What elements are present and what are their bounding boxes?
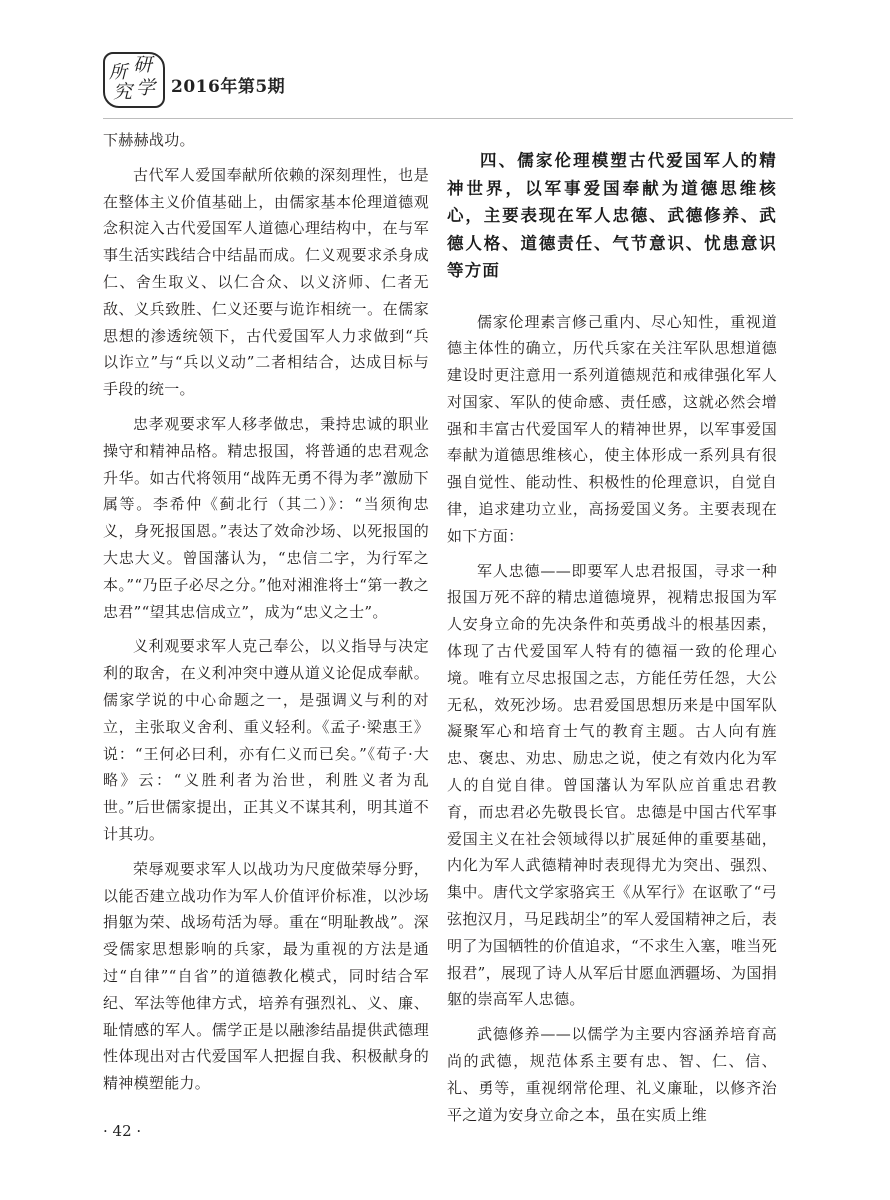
paragraph: 荣辱观要求军人以战功为尺度做荣辱分野，以能否建立战功作为军人价值评价标准，以沙场捐躯为荣、战场苟活为辱。重在“明耻教战”。深受儒家思想影响的兵家，最为重视的方法是通过“自律”“自省”的道德教化模式，同时结合军纪、军法等他律方式，培养有强烈礼、义、廉、耻情感的军人。儒学正是以融渗结晶提供武德理性体现出对古代爱国军人把握自我、积极献身的精神模塑能力。 — [103, 859, 429, 1093]
header-divider — [103, 118, 793, 119]
paragraph: 儒家伦理素言修己重内、尽心知性，重视道德主体性的确立，历代兵家在关注军队思想道德建设时更注意用一系列道德规范和戒律强化军人对国家、军队的使命感、责任感，这就必然会增强和丰富古代爱国军人的精神世界，以军事爱国奉献为道德思维核心，使主体形成一系列具有很强自觉性、能动性、积极性的伦理意识，自觉自律，追求建功立业，高扬爱国义务。主要表现在如下方面： — [447, 312, 777, 545]
journal-logo — [103, 52, 165, 108]
left-column — [103, 127, 429, 1097]
logo-char: 研 — [133, 54, 153, 76]
paragraph: 古代军人爱国奉献所依赖的深刻理性，也是在整体主义价值基础上，由儒家基本伦理道德观念积淀入古代爱国军人道德心理结构中，在与军事生活实践结合中结晶而成。仁义观要求杀身成仁、舍生取义、以仁合众、以义济师、仁者无敌、义兵致胜、仁义还要与诡诈相统一。在儒家思想的渗透统领下，古代爱国军人力求做到“兵以诈立”与“兵以义动”二者相结合，达成目标与手段的统一。 — [103, 165, 429, 399]
paragraph: 军人忠德——即要军人忠君报国，寻求一种报国万死不辞的精忠道德境界，视精忠报国为军人安身立命的先决条件和英勇战斗的根基因素，体现了古代爱国军人特有的德福一致的伦理心境。唯有立尽忠报国之志，方能任劳任怨，大公无私，效死沙场。忠君爱国思想历来是中国军队凝聚军心和培育士气的教育主题。古人向有旌忠、褒忠、劝忠、励忠之说，使之有效内化为军人的自觉自律。曾国藩认为军队应首重忠君教育，而忠君必先敬畏长官。忠德是中国古代军事爱国主义在社会领域得以扩展延伸的重要基础，内化为军人武德精神时表现得尤为突出、强烈、集中。唐代文学家骆宾王《从军行》在讴歌了“弓弦抱汉月，马足践胡尘”的军人爱国精神之后，表明了为国牺牲的价值追求，“不求生入塞，唯当死报君”，展现了诗人从军后甘愿血洒疆场、为国捐躯的崇高军人忠德。 — [447, 561, 777, 1009]
paragraph: 义利观要求军人克己奉公，以义指导与决定利的取舍，在义利冲突中遵从道义论促成奉献。儒家学说的中心命题之一，是强调义与利的对立，主张取义舍利、重义轻利。《孟子·梁惠王》说：“王何必曰利，亦有仁义而已矣。”《荀子·大略》云：“义胜利者为治世，利胜义者为乱世。”后世儒家提出，正其义不谋其利，明其道不计其功。 — [103, 637, 429, 843]
logo-char: 学 — [136, 77, 156, 99]
right-column — [447, 127, 777, 1128]
page-header — [103, 50, 793, 114]
section-heading: 四、儒家伦理模塑古代爱国军人的精神世界，以军事爱国奉献为道德思维核心，主要表现在军人忠德、武德修养、武德人格、道德责任、气节意识、忧患意识等方面 — [447, 151, 777, 280]
paragraph: 武德修养——以儒学为主要内容涵养培育高尚的武德，规范体系主要有忠、智、仁、信、礼、勇等，重视纲常伦理、礼义廉耻，以修齐治平之道为安身立命之本，虽在实质上维 — [447, 1025, 777, 1124]
issue-label: 2016年第5期 — [171, 77, 286, 97]
page-number: · 42 · — [103, 1122, 142, 1140]
logo-char: 所 — [109, 62, 127, 83]
paragraph: 忠孝观要求军人移孝做忠，秉持忠诚的职业操守和精神品格。精忠报国，将普通的忠君观念升华。如古代将领用“战阵无勇不得为孝”激励下属等。李希仲《蓟北行（其二）》：“当须徇忠义，身死报国恩。”表达了效命沙场、以死报国的大忠大义。曾国藩认为，“忠信二字，为行军之本。”“乃臣子必尽之分。”他对湘淮将士“第一教之忠君”“望其忠信成立”，成为“忠义之士”。 — [103, 414, 429, 621]
logo-char: 究 — [113, 81, 133, 103]
paragraph: 下赫赫战功。 — [103, 131, 195, 149]
